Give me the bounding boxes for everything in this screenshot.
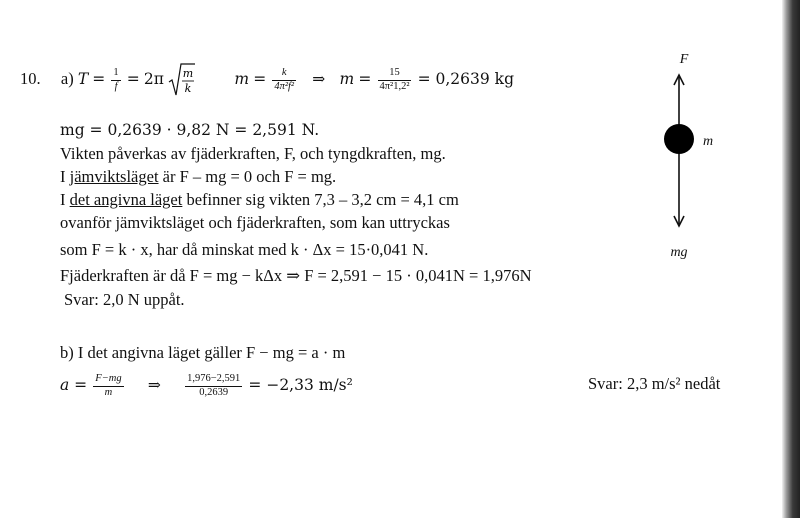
- text: I: [60, 167, 70, 186]
- underlined-term: det angivna läget: [69, 190, 183, 209]
- frac-den: 4π²f²: [274, 80, 295, 92]
- part-a-line-1: [20, 62, 514, 98]
- text: I: [60, 190, 70, 209]
- underlined-term: jämviktsläget: [69, 167, 159, 186]
- frac-num: 15: [378, 68, 412, 81]
- frac-num: F−mg: [95, 373, 122, 384]
- part-a-answer: Svar: 2,0 N uppåt.: [64, 290, 185, 309]
- fraction-one-over-f: [111, 68, 120, 92]
- part-a-line-2: mg = 0,2639 · 9,82 N = 2,591 N.: [60, 121, 320, 139]
- frac-den: 0,2639: [199, 386, 229, 398]
- part-a-line-8: Fjäderkraften är då F = mg − kΔx ⇒ F = 2,591 − 15 · 0,041N = 1,976N: [60, 266, 532, 285]
- part-a-line-7: som F = k · x, har då minskat med k · Δx = 15·0,041 N.: [60, 240, 429, 259]
- fraction-f-mg-over-m: [93, 374, 123, 398]
- acceleration-symbol: a =: [60, 375, 88, 394]
- text: befinner sig vikten 7,3 – 3,2 cm = 4,1 cm: [182, 190, 459, 209]
- part-a-line-4: [60, 167, 336, 187]
- problem-number: 10.: [20, 68, 41, 88]
- equals: =: [358, 69, 372, 88]
- frac-num: k: [281, 67, 287, 78]
- implies-arrow: ⇒: [147, 375, 161, 394]
- period-symbol: T: [77, 69, 89, 88]
- mass-result: = 0,2639 kg: [417, 69, 514, 88]
- radical-icon: [168, 62, 196, 98]
- text: är F – mg = 0 och F = mg.: [158, 167, 337, 186]
- fraction-15-over-4pi2: [378, 68, 412, 92]
- two-pi: 2π: [143, 69, 164, 88]
- equals: =: [92, 69, 106, 88]
- part-a-line-5: [60, 190, 459, 210]
- frac-den: m: [104, 386, 113, 398]
- frac-num: 1: [111, 68, 120, 81]
- part-a-line-6: ovanför jämviktsläget och fjäderkraften, som kan uttryckas: [60, 213, 450, 232]
- frac-num: 1,976−2,591: [185, 374, 242, 387]
- force-label: F: [679, 52, 689, 67]
- fraction-numeric: [185, 374, 242, 398]
- mass-symbol: m: [339, 69, 355, 88]
- mass-ball: [664, 124, 694, 154]
- sqrt-num: m: [182, 67, 194, 80]
- equals: =: [253, 69, 267, 88]
- part-a-line-3: Vikten påverkas av fjäderkraften, F, och tyngdkraften, mg.: [60, 144, 446, 163]
- weight-label: mg: [670, 245, 688, 260]
- implies-arrow: ⇒: [312, 69, 326, 88]
- sqrt-den: k: [184, 82, 192, 95]
- part-a-label: a): [60, 68, 74, 88]
- page-edge: [782, 0, 800, 518]
- equals: =: [126, 69, 140, 88]
- acceleration-result: = −2,33 m/s²: [248, 375, 353, 394]
- frac-den: f: [114, 80, 118, 92]
- mass-symbol: m: [234, 69, 250, 88]
- part-b-line-2: [60, 374, 353, 398]
- frac-den: 4π²1,2²: [379, 80, 410, 92]
- part-b-line-1: [60, 343, 345, 363]
- part-b-answer: Svar: 2,3 m/s² nedåt: [588, 374, 721, 393]
- text: I det angivna läget gäller F − mg = a · m: [77, 343, 346, 362]
- sqrt-m-over-k: [168, 62, 196, 98]
- mass-label: m: [702, 134, 714, 149]
- part-b-label: b): [60, 343, 74, 362]
- force-diagram: [640, 48, 730, 268]
- fraction-k-over-4pi2f2: [272, 68, 296, 92]
